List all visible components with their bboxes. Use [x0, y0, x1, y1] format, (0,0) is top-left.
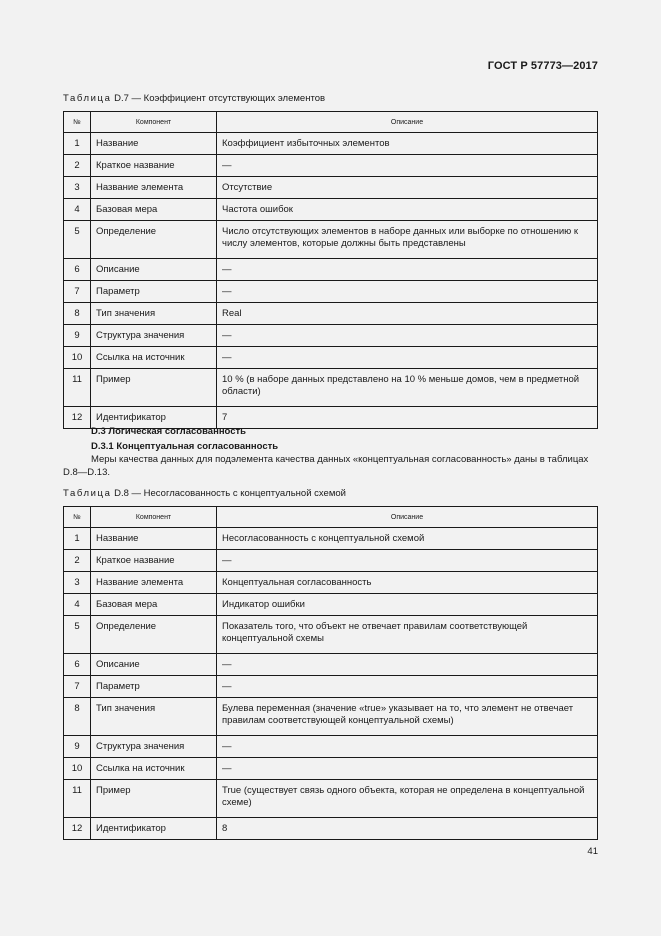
row-component: Краткое название	[91, 155, 217, 177]
table-header-row	[64, 507, 598, 528]
row-component: Определение	[91, 221, 217, 259]
header-component: Компонент	[91, 507, 217, 528]
row-description: 10 % (в наборе данных представлено на 10 % меньше домов, чем в предметной области)	[217, 369, 598, 407]
row-number: 3	[64, 572, 91, 594]
table-d8	[63, 506, 598, 840]
row-component: Структура значения	[91, 736, 217, 758]
row-number: 6	[64, 259, 91, 281]
table-row	[64, 177, 598, 199]
row-number: 9	[64, 325, 91, 347]
table-row	[64, 736, 598, 758]
row-component: Название	[91, 528, 217, 550]
caption-label: Таблица	[63, 488, 112, 499]
table-row	[64, 780, 598, 818]
table-row	[64, 133, 598, 155]
row-description: —	[217, 259, 598, 281]
row-component: Название элемента	[91, 177, 217, 199]
header-description: Описание	[217, 112, 598, 133]
row-number: 11	[64, 369, 91, 407]
table-row	[64, 654, 598, 676]
row-component: Тип значения	[91, 303, 217, 325]
table-d8-caption	[63, 488, 346, 499]
row-description: —	[217, 281, 598, 303]
row-component: Параметр	[91, 281, 217, 303]
caption-label: Таблица	[63, 93, 112, 104]
table-row	[64, 155, 598, 177]
row-number: 12	[64, 818, 91, 840]
table-row	[64, 572, 598, 594]
row-description: 7	[217, 407, 598, 429]
row-number: 2	[64, 550, 91, 572]
row-description: Индикатор ошибки	[217, 594, 598, 616]
row-component: Название	[91, 133, 217, 155]
table-row	[64, 528, 598, 550]
row-component: Структура значения	[91, 325, 217, 347]
table-row	[64, 281, 598, 303]
document-code: ГОСТ Р 57773—2017	[487, 60, 598, 72]
row-description: Концептуальная согласованность	[217, 572, 598, 594]
row-description: Несогласованность с концептуальной схемой	[217, 528, 598, 550]
row-component: Ссылка на источник	[91, 347, 217, 369]
row-number: 12	[64, 407, 91, 429]
row-component: Пример	[91, 780, 217, 818]
section-d31-title: D.3.1 Концептуальная согласованность	[91, 441, 279, 452]
row-description: 8	[217, 818, 598, 840]
row-component: Идентификатор	[91, 407, 217, 429]
row-component: Тип значения	[91, 698, 217, 736]
row-number: 2	[64, 155, 91, 177]
table-row	[64, 369, 598, 407]
section-d3-title: D.3 Логическая согласованность	[91, 426, 247, 437]
page-number: 41	[587, 846, 598, 857]
table-row	[64, 698, 598, 736]
row-number: 5	[64, 221, 91, 259]
row-component: Пример	[91, 369, 217, 407]
row-number: 4	[64, 199, 91, 221]
row-description: —	[217, 736, 598, 758]
row-number: 1	[64, 133, 91, 155]
header-component: Компонент	[91, 112, 217, 133]
row-component: Идентификатор	[91, 818, 217, 840]
row-number: 10	[64, 347, 91, 369]
table-row	[64, 199, 598, 221]
row-number: 10	[64, 758, 91, 780]
row-component: Параметр	[91, 676, 217, 698]
row-description: —	[217, 155, 598, 177]
header-number: №	[64, 112, 91, 133]
table-d7	[63, 111, 598, 429]
row-component: Ссылка на источник	[91, 758, 217, 780]
table-row	[64, 818, 598, 840]
row-number: 9	[64, 736, 91, 758]
row-description: —	[217, 550, 598, 572]
table-row	[64, 259, 598, 281]
row-number: 4	[64, 594, 91, 616]
table-row	[64, 676, 598, 698]
section-paragraph: Меры качества данных для подэлемента качества данных «концептуальная согласованность» даны в таблицах D.8—D.13.	[63, 454, 589, 478]
table-d7-caption	[63, 93, 325, 104]
row-description: True (существует связь одного объекта, которая не определена в концептуальной схеме)	[217, 780, 598, 818]
row-number: 3	[64, 177, 91, 199]
row-description: —	[217, 654, 598, 676]
row-component: Описание	[91, 654, 217, 676]
table-row	[64, 221, 598, 259]
row-description: —	[217, 758, 598, 780]
row-number: 6	[64, 654, 91, 676]
table-row	[64, 325, 598, 347]
row-number: 7	[64, 676, 91, 698]
row-component: Название элемента	[91, 572, 217, 594]
row-number: 5	[64, 616, 91, 654]
row-component: Базовая мера	[91, 594, 217, 616]
row-description: —	[217, 325, 598, 347]
row-description: Частота ошибок	[217, 199, 598, 221]
table-header-row	[64, 112, 598, 133]
row-component: Краткое название	[91, 550, 217, 572]
row-description: Булева переменная (значение «true» указывает на то, что элемент не отвечает правилам соответствующей концептуальной схемы)	[217, 698, 598, 736]
row-description: Коэффициент избыточных элементов	[217, 133, 598, 155]
table-row	[64, 550, 598, 572]
row-description: Real	[217, 303, 598, 325]
table-row	[64, 594, 598, 616]
row-number: 1	[64, 528, 91, 550]
row-description: Число отсутствующих элементов в наборе данных или выборке по отношению к числу элементов, которые должны быть представлены	[217, 221, 598, 259]
table-row	[64, 758, 598, 780]
header-description: Описание	[217, 507, 598, 528]
row-description: Показатель того, что объект не отвечает правилам соответствующей концептуальной схемы	[217, 616, 598, 654]
row-component: Описание	[91, 259, 217, 281]
row-number: 11	[64, 780, 91, 818]
caption-text: D.7 — Коэффициент отсутствующих элементов	[114, 93, 326, 104]
row-component: Определение	[91, 616, 217, 654]
caption-text: D.8 — Несогласованность с концептуальной схемой	[114, 488, 346, 499]
table-row	[64, 616, 598, 654]
header-number: №	[64, 507, 91, 528]
row-number: 7	[64, 281, 91, 303]
row-description: —	[217, 347, 598, 369]
row-number: 8	[64, 303, 91, 325]
row-component: Базовая мера	[91, 199, 217, 221]
row-number: 8	[64, 698, 91, 736]
table-row	[64, 303, 598, 325]
row-description: Отсутствие	[217, 177, 598, 199]
row-description: —	[217, 676, 598, 698]
table-row	[64, 347, 598, 369]
